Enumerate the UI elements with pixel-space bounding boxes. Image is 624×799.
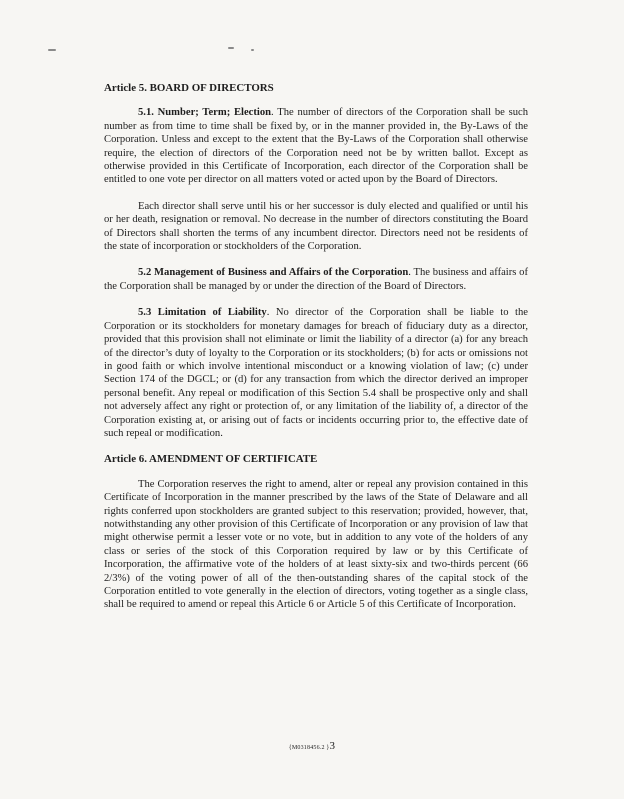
article-5-heading: Article 5. BOARD OF DIRECTORS [104, 82, 274, 94]
section-5-2-text: . The business and affairs of the Corporation shall be managed by or under the direction of the Board of Directors. [104, 267, 528, 292]
section-5-1-paragraph [104, 106, 528, 186]
scan-artifact [228, 47, 234, 49]
section-5-1-text: . The number of directors of the Corporation shall be such number as from time to time shall be fixed by, or in the manner provided in, the By-Laws of the Corporation. Unless and except to the extent that the By-Laws of the Corporation shall otherwise require, the election of directors of the Corporation need not be by written ballot. Except as otherwise provided in this Certificate of Incorporation, each director of the Corporation shall be entitled to one vote per director on all matters voted or acted upon by the Board of Directors. [104, 107, 528, 186]
section-5-2-paragraph [104, 266, 528, 293]
section-5-3-title: 5.3 Limitation of Liability [138, 307, 267, 319]
section-5-3-paragraph [104, 306, 528, 440]
scan-artifact [48, 49, 56, 51]
director-term-paragraph: Each director shall serve until his or her successor is duly elected and qualified or until his or her death, resignation or removal. No decrease in the number of directors constituting the Board of Directors shall shorten the terms of any incumbent director. Directors need not be residents of the state of incorporation or stockholders of the Corporation. [104, 200, 528, 253]
section-5-1-title: 5.1. Number; Term; Election [138, 107, 272, 119]
article-6-paragraph: The Corporation reserves the right to amend, alter or repeal any provision contained in this Certificate of Incorporation in the manner prescribed by the laws of the State of Delaware and all rights conferred upon stockholders are granted subject to this reservation; provided, however, that, notwithstanding any other provision of this Certificate of Incorporation or any provision of law that might otherwise permit a lesser vote or no vote, but in addition to any vote of the holders of any class or series of the stock of this Corporation required by law or by this Certificate of Incorporation, the affirmative vote of the holders of at least sixty-six and two-thirds percent (66 2/3%) of the voting power of all of the then-outstanding shares of the capital stock of the Corporation entitled to vote generally in the election of directors, voting together as a single class, shall be required to amend or repeal this Article 6 or Article 5 of this Certificate of Incorporation. [104, 478, 528, 611]
section-5-3-text: . No director of the Corporation shall be liable to the Corporation or its stockholders for monetary damages for breach of fiduciary duty as a director, provided that this provision shall not eliminate or limit the liability of a director (a) for any breach of the director’s duty of loyalty to the Corporation or its stockholders; (b) for acts or omissions not in good faith or which involve intentional misconduct or a knowing violation of law; (c) under Section 174 of the DGCL; or (d) for any transaction from which the director derived an improper personal benefit. Any repeal or modification of this Section 5.4 shall be prospective only and shall not adversely affect any right or protection of, or any limitation of the liability of, a director of the Corporation existing at, or arising out of facts or incidents occurring prior to, the effective date of such repeal or modification. [104, 307, 528, 439]
scan-artifact [251, 49, 254, 51]
page-footer [0, 740, 624, 752]
document-id: {M0318456.2 } [288, 745, 330, 751]
section-5-2-title: 5.2 Management of Business and Affairs of the Corporation [138, 267, 409, 279]
document-body [104, 82, 528, 625]
page-number: 3 [329, 740, 336, 752]
article-6-heading: Article 6. AMENDMENT OF CERTIFICATE [104, 453, 318, 466]
